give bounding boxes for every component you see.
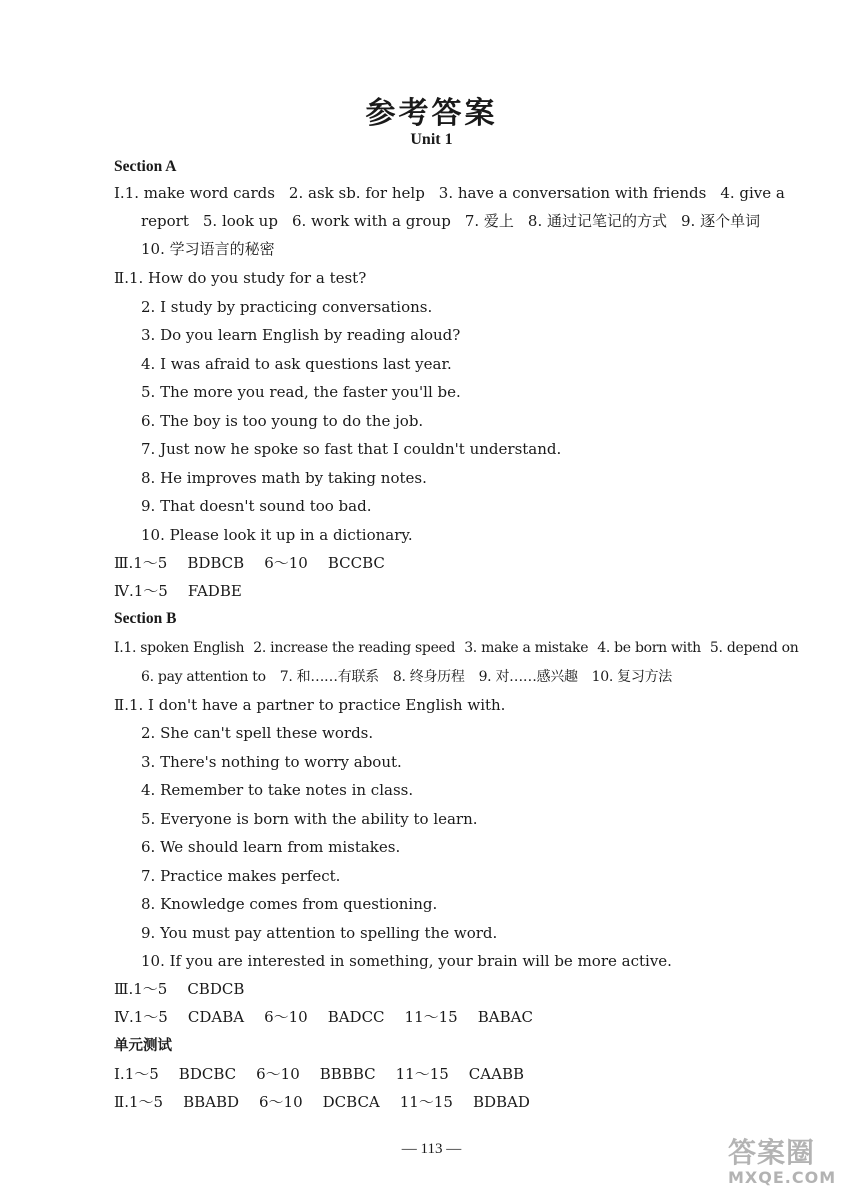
- section-a-part2-item: 5. The more you read, the faster you'll be.: [141, 383, 461, 401]
- answer-key: DCBCA: [322, 1093, 380, 1111]
- answer-key: BBABD: [183, 1093, 239, 1111]
- section-b-part2-item: 5. Everyone is born with the ability to learn.: [141, 810, 478, 828]
- unit-heading: Unit 1: [410, 131, 453, 148]
- answer-item: 2. ask sb. for help: [288, 184, 425, 202]
- part-label: Ⅱ.: [114, 1093, 129, 1111]
- range: 1～5: [128, 1093, 164, 1111]
- answer-item: 6. pay attention to: [141, 669, 266, 685]
- section-b-part1-line1: [114, 638, 798, 658]
- section-a-heading: Section A: [114, 158, 177, 175]
- answer-item: report: [141, 212, 189, 230]
- section-a-part2-item: 6. The boy is too young to do the job.: [141, 412, 424, 430]
- range: 6～10: [256, 1065, 300, 1083]
- answer-item: 4. be born with: [597, 640, 701, 656]
- part-label: Ⅰ.: [114, 1065, 125, 1083]
- section-a-part2-item: 10. Please look it up in a dictionary.: [141, 526, 413, 544]
- answer-key: BADCC: [327, 1008, 385, 1026]
- section-b-part2-item: 8. Knowledge comes from questioning.: [141, 895, 438, 913]
- range: 6～10: [264, 1008, 308, 1026]
- watermark-logo-text: 答案圈: [728, 1136, 816, 1169]
- page-title: 参考答案: [365, 96, 498, 131]
- answer-key: BDCBC: [178, 1065, 237, 1083]
- section-a-part4: [114, 581, 242, 601]
- section-a-part3: [114, 553, 385, 573]
- section-b-part2-item: 9. You must pay attention to spelling the word.: [141, 924, 498, 942]
- answer-item: 6. work with a group: [291, 212, 451, 230]
- range: 1～5: [133, 1008, 168, 1026]
- section-b-part2-item: 4. Remember to take notes in class.: [141, 781, 414, 799]
- unit-test-part1: [114, 1064, 524, 1084]
- range: 11～15: [395, 1065, 449, 1083]
- page-number: — 113 —: [401, 1141, 462, 1157]
- section-a-part1-line3: 10. 学习语言的秘密: [141, 240, 275, 258]
- sentence: 1. How do you study for a test?: [128, 269, 367, 287]
- section-a-part2-item: 8. He improves math by taking notes.: [141, 469, 427, 487]
- part-label: Ⅱ.: [114, 269, 129, 287]
- section-b-part2-item: 7. Practice makes perfect.: [141, 867, 341, 885]
- section-a-part2-item: 9. That doesn't sound too bad.: [141, 497, 372, 515]
- answer-item: 1. make word cards: [124, 184, 275, 202]
- answer-key: BABAC: [477, 1008, 533, 1026]
- answer-item: 1. spoken English: [123, 640, 245, 656]
- unit-test-part2: [114, 1092, 530, 1112]
- answer-item: 9. 逐个单词: [681, 212, 761, 230]
- answer-key: CDABA: [187, 1008, 245, 1026]
- answer-key: BDBAD: [472, 1093, 530, 1111]
- section-a-part2-item: 3. Do you learn English by reading aloud?: [141, 326, 461, 344]
- sentence: 1. I don't have a partner to practice English with.: [128, 696, 506, 714]
- answer-item: 3. make a mistake: [464, 640, 589, 656]
- answer-key: BDBCB: [187, 554, 245, 572]
- section-a-part2-item: [114, 268, 366, 288]
- section-b-part2-item: 3. There's nothing to worry about.: [141, 753, 402, 771]
- range: 11～15: [404, 1008, 458, 1026]
- answer-key: CBDCB: [187, 980, 245, 998]
- section-b-part2-item: [114, 695, 505, 715]
- answer-item: 2. increase the reading speed: [253, 640, 456, 656]
- answer-item: 8. 终身历程: [392, 669, 465, 685]
- watermark-url: MXQE.COM: [728, 1168, 837, 1187]
- answer-item: 5. depend on: [709, 640, 799, 656]
- range: 11～15: [399, 1093, 453, 1111]
- unit-test-heading: 单元测试: [114, 1038, 172, 1054]
- answer-key: FADBE: [187, 582, 242, 600]
- part-label: Ⅰ.: [114, 640, 124, 656]
- part-label: Ⅱ.: [114, 696, 129, 714]
- section-a-part1-line1: [114, 183, 785, 203]
- site-watermark: [728, 1138, 856, 1194]
- section-b-part2-item: 10. If you are interested in something, your brain will be more active.: [141, 952, 672, 970]
- answer-item: 8. 通过记笔记的方式: [527, 212, 667, 230]
- range: 1～5: [124, 1065, 159, 1083]
- section-b-part1-line2: [141, 667, 672, 687]
- section-b-part2-item: 6. We should learn from mistakes.: [141, 838, 401, 856]
- answer-item: 7. 和……有联系: [279, 669, 379, 685]
- answer-item: 9. 对……感兴趣: [478, 669, 578, 685]
- part-label: Ⅳ.: [114, 582, 134, 600]
- section-b-heading: Section B: [114, 610, 177, 627]
- section-b-part3: [114, 979, 244, 999]
- answer-key: BBBBC: [319, 1065, 376, 1083]
- answer-item: 3. have a conversation with friends: [438, 184, 707, 202]
- range: 1～5: [133, 582, 168, 600]
- section-a-part2-item: 7. Just now he spoke so fast that I couldn't understand.: [141, 440, 562, 458]
- answer-key: CAABB: [468, 1065, 524, 1083]
- section-b-part4: [114, 1007, 533, 1027]
- part-label: Ⅳ.: [114, 1008, 134, 1026]
- section-b-part2-item: 2. She can't spell these words.: [141, 724, 374, 742]
- answer-item: 7. 爱上: [464, 212, 514, 230]
- section-a-part1-line2: [141, 211, 760, 231]
- answer-key: BCCBC: [327, 554, 385, 572]
- answer-item: 4. give a: [720, 184, 785, 202]
- section-a-part2-item: 2. I study by practicing conversations.: [141, 298, 433, 316]
- range: 6～10: [259, 1093, 303, 1111]
- range: 6～10: [264, 554, 308, 572]
- part-label: Ⅰ.: [114, 184, 125, 202]
- part-label: Ⅲ.: [114, 554, 134, 572]
- range: 1～5: [133, 980, 168, 998]
- answer-item: 5. look up: [202, 212, 278, 230]
- part-label: Ⅲ.: [114, 980, 134, 998]
- range: 1～5: [133, 554, 168, 572]
- section-a-part2-item: 4. I was afraid to ask questions last year.: [141, 355, 452, 373]
- answer-item: 10. 复习方法: [591, 669, 672, 685]
